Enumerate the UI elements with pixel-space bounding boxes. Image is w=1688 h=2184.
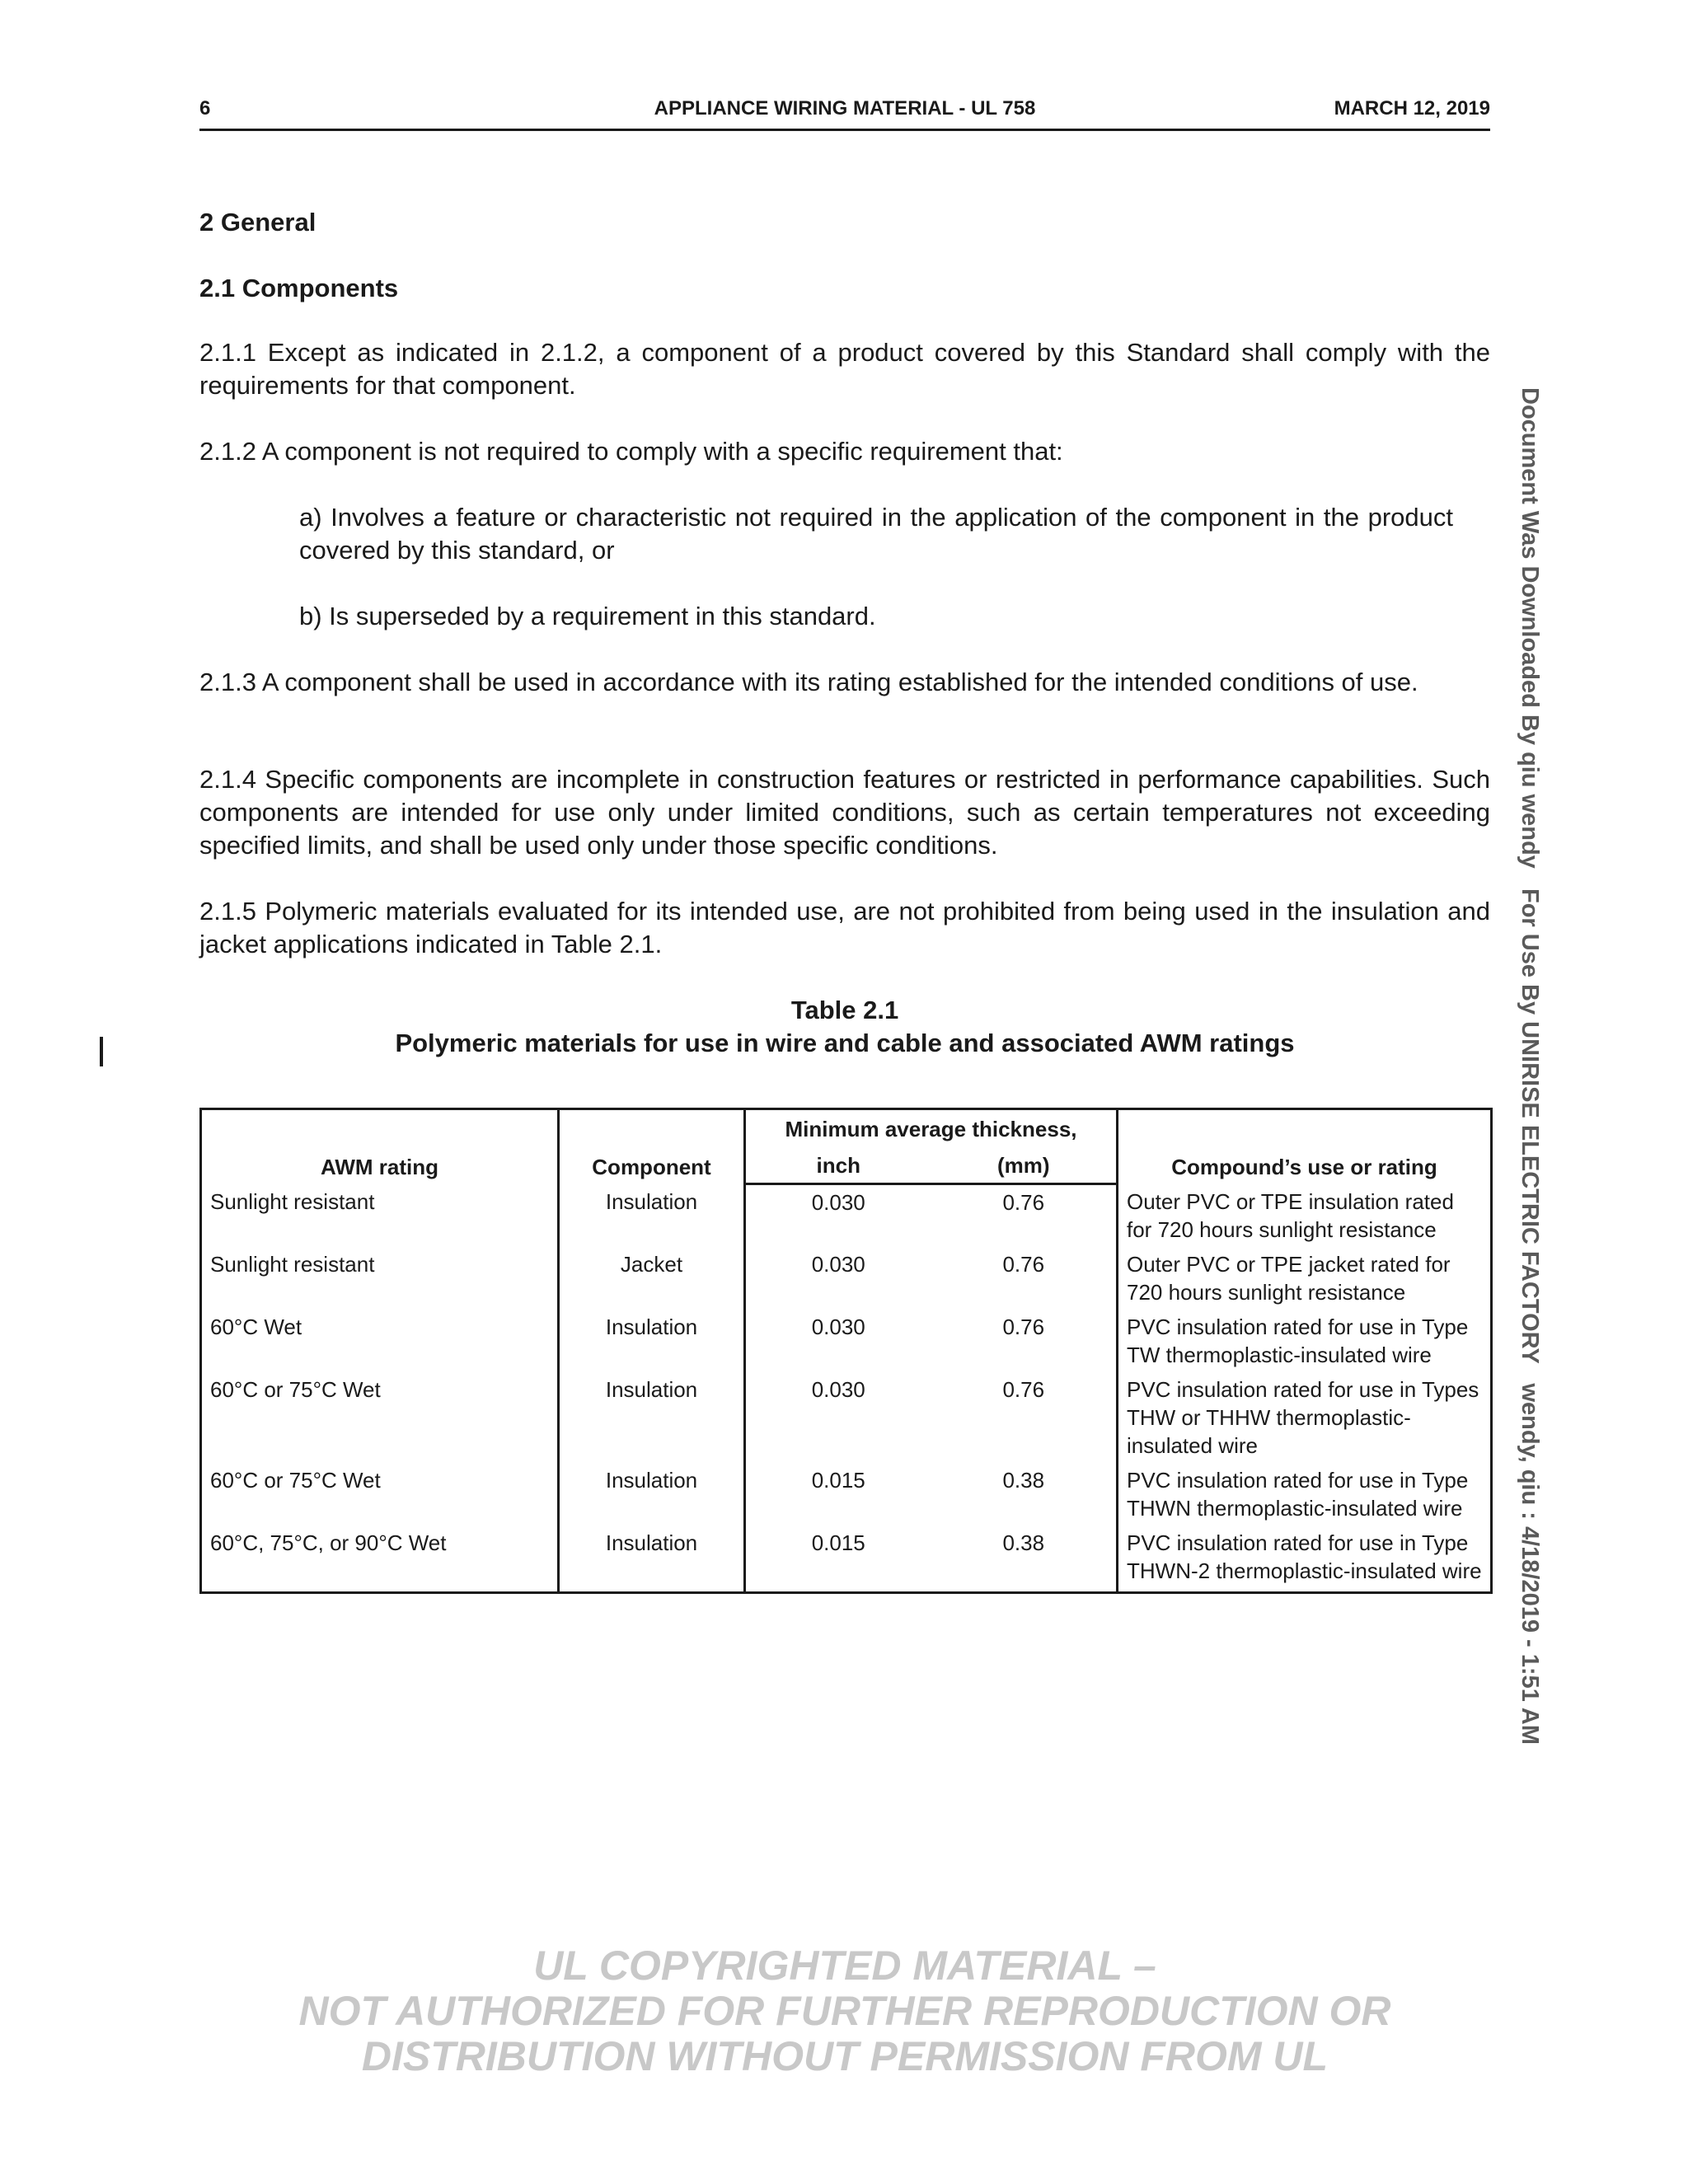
cell-mm: 0.76: [1002, 1376, 1045, 1402]
cell-mm: 0.76: [1002, 1190, 1045, 1215]
revision-change-bar: [100, 1037, 103, 1066]
cell-mm: 0.76: [1002, 1314, 1045, 1339]
copyright-watermark: [199, 1943, 1490, 2079]
cell-awm: 60°C or 75°C Wet: [210, 1376, 381, 1402]
download-stamp-sidebar: Document Was Downloaded By qiu wendy For Use By UNIRISE ELECTRIC FACTORY wendy, qiu : 4/18/2019 - 1:51 AM: [1517, 387, 1543, 1745]
watermark-line-3: DISTRIBUTION WITHOUT PERMISSION FROM UL: [361, 2033, 1329, 2079]
header-component: Component: [559, 1109, 745, 1184]
header-use: Compound’s use or rating: [1118, 1109, 1492, 1184]
cell-awm: 60°C, 75°C, or 90°C Wet: [210, 1530, 447, 1555]
cell-inch: 0.030: [745, 1184, 931, 1247]
table-title: Polymeric materials for use in wire and cable and associated AWM ratings: [395, 1029, 1295, 1057]
table-row: [201, 1463, 1492, 1526]
cell-mm: 0.76: [1002, 1251, 1045, 1277]
cell-use: Outer PVC or TPE jacket rated for 720 hours sunlight resistance: [1118, 1247, 1492, 1310]
watermark-line-1: UL COPYRIGHTED MATERIAL –: [533, 1943, 1156, 1989]
cell-inch: 0.015: [745, 1526, 931, 1593]
header-mm: (mm): [931, 1146, 1118, 1184]
header-inch: inch: [745, 1146, 931, 1184]
cell-mm: 0.38: [1002, 1530, 1045, 1555]
page-number: 6: [199, 97, 211, 120]
cell-inch: 0.030: [745, 1372, 931, 1463]
cell-use: PVC insulation rated for use in Types THW or THHW thermoplastic-insulated wire: [1118, 1372, 1492, 1463]
cell-component: Insulation: [559, 1310, 745, 1372]
document-date: MARCH 12, 2019: [1334, 97, 1490, 120]
cell-component: Insulation: [559, 1463, 745, 1526]
clause-2-1-5: 2.1.5 Polymeric materials evaluated for its intended use, are not prohibited from being used in the insulation and jacket applications indicated in Table 2.1.: [199, 897, 1490, 958]
cell-use: PVC insulation rated for use in Type THWN-2 thermoplastic-insulated wire: [1118, 1526, 1492, 1593]
table-row: [201, 1526, 1492, 1593]
header-awm-rating: AWM rating: [321, 1154, 438, 1179]
cell-component: Jacket: [559, 1247, 745, 1310]
cell-awm: 60°C or 75°C Wet: [210, 1467, 381, 1493]
polymeric-materials-table: [199, 1108, 1493, 1594]
table-row: [201, 1372, 1492, 1463]
cell-inch: 0.030: [745, 1310, 931, 1372]
cell-use: PVC insulation rated for use in Type TW thermoplastic-insulated wire: [1118, 1310, 1492, 1372]
subsection-heading: 2.1 Components: [199, 274, 399, 302]
cell-mm: 0.38: [1002, 1467, 1045, 1493]
section-heading: 2 General: [199, 208, 316, 237]
clause-2-1-1: 2.1.1 Except as indicated in 2.1.2, a component of a product covered by this Standard shall comply with the requirements for that component.: [199, 338, 1490, 400]
watermark-line-2: NOT AUTHORIZED FOR FURTHER REPRODUCTION OR: [298, 1988, 1391, 2034]
cell-awm: Sunlight resistant: [210, 1188, 375, 1214]
clause-2-1-2-a: a) Involves a feature or characteristic not required in the application of the component in the product covered by this standard, or: [299, 503, 1453, 565]
table-row: [201, 1310, 1492, 1372]
cell-awm: Sunlight resistant: [210, 1251, 375, 1277]
table-row: [201, 1247, 1492, 1310]
clause-2-1-2: 2.1.2 A component is not required to comply with a specific requirement that:: [199, 437, 1063, 466]
page-header: [199, 96, 1490, 131]
clause-2-1-2-b: b) Is superseded by a requirement in this standard.: [299, 602, 876, 630]
header-thickness: Minimum average thickness,: [745, 1109, 1118, 1147]
clause-2-1-4: 2.1.4 Specific components are incomplete in construction features or restricted in performance capabilities. Such components are intended for use only under limited conditions, such as certain temperatures not exceeding specified limits, and shall be used only under those specific conditions.: [199, 765, 1490, 860]
document-title: APPLIANCE WIRING MATERIAL - UL 758: [654, 97, 1036, 120]
clause-2-1-3: 2.1.3 A component shall be used in accordance with its rating established for the intended conditions of use.: [199, 668, 1418, 696]
cell-inch: 0.015: [745, 1463, 931, 1526]
cell-component: Insulation: [559, 1184, 745, 1247]
cell-component: Insulation: [559, 1372, 745, 1463]
cell-use: PVC insulation rated for use in Type THWN thermoplastic-insulated wire: [1118, 1463, 1492, 1526]
cell-component: Insulation: [559, 1526, 745, 1593]
cell-inch: 0.030: [745, 1247, 931, 1310]
table-number: Table 2.1: [790, 996, 899, 1024]
table-row: [201, 1184, 1492, 1247]
cell-use: Outer PVC or TPE insulation rated for 720 hours sunlight resistance: [1118, 1184, 1492, 1247]
cell-awm: 60°C Wet: [210, 1314, 302, 1339]
